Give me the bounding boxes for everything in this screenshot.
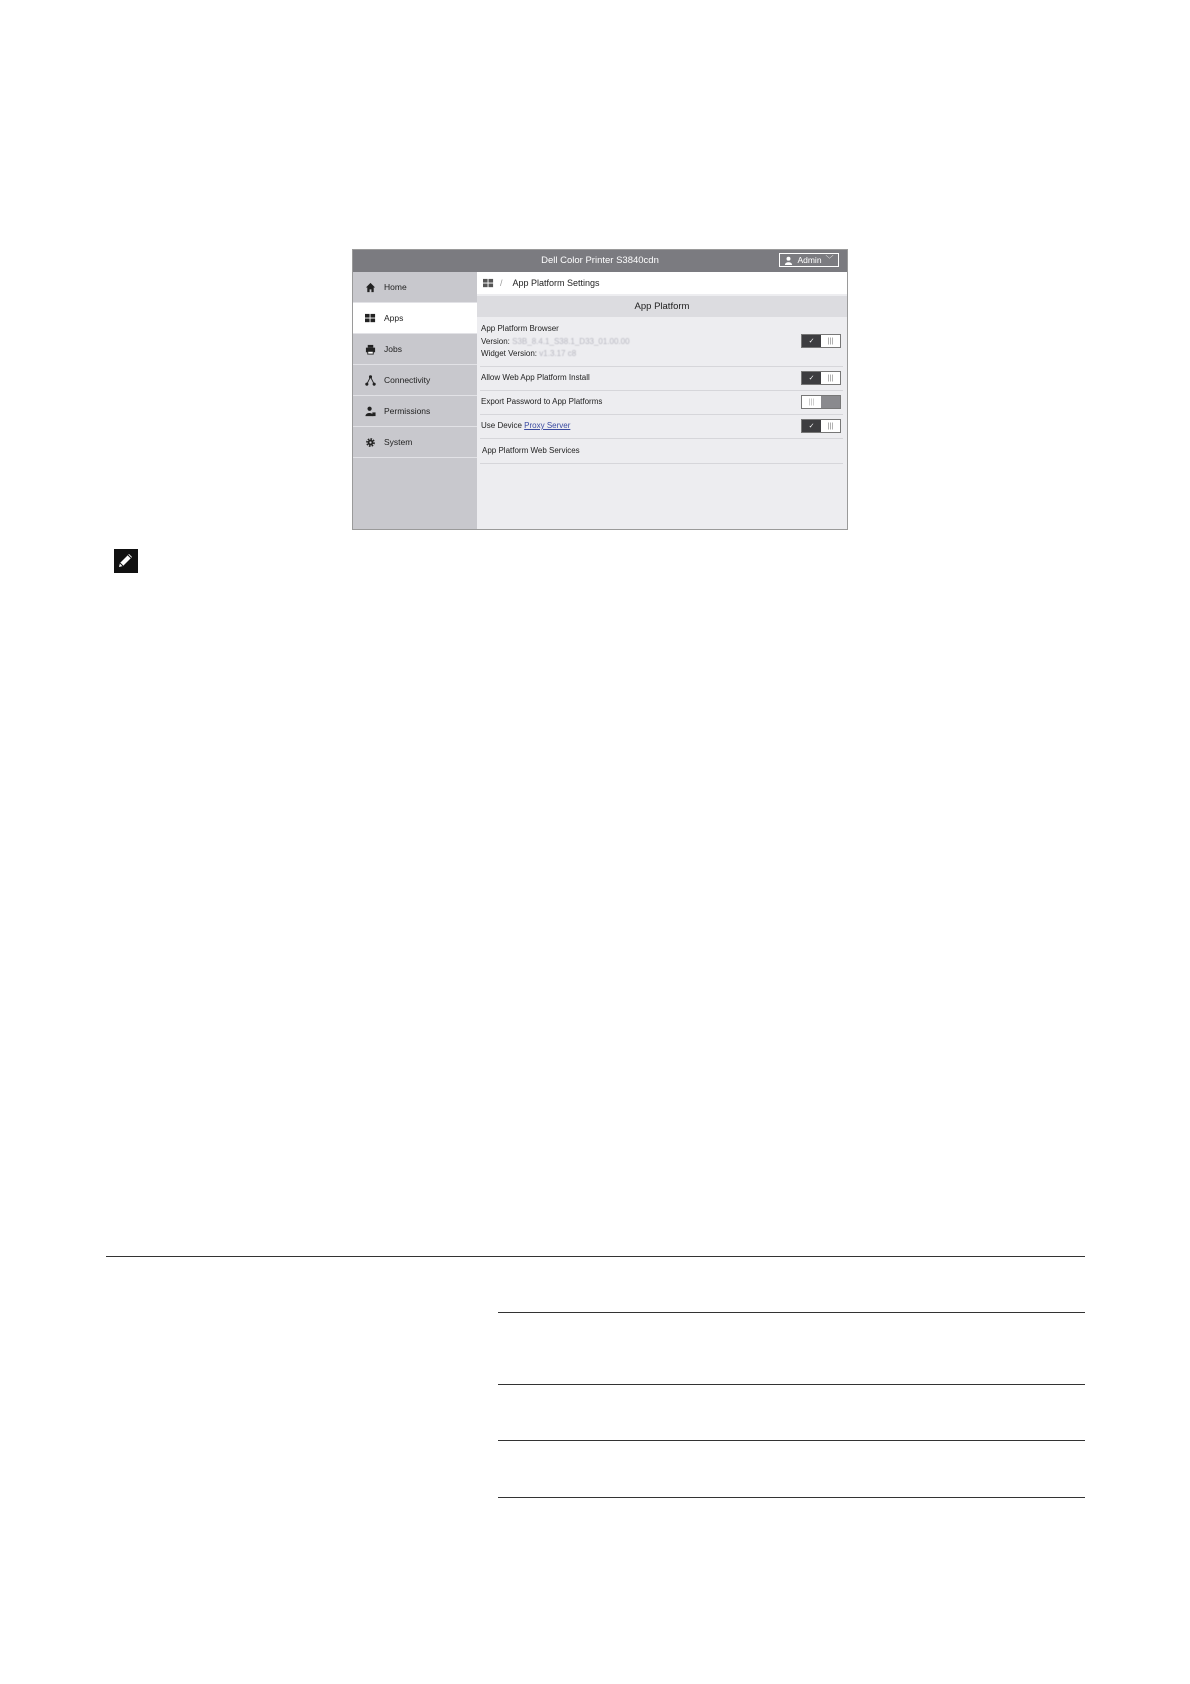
sidebar	[353, 272, 477, 529]
setting-label	[481, 421, 570, 430]
grip-icon: |||	[802, 396, 821, 408]
check-icon: ✓	[802, 420, 821, 432]
grip-icon: |||	[821, 372, 840, 384]
toggle-app-platform-browser[interactable]	[801, 334, 841, 348]
apps-grid-icon[interactable]	[483, 278, 494, 289]
main-panel	[477, 272, 847, 529]
title-bar	[353, 250, 847, 272]
divider-rule	[498, 1497, 1085, 1498]
home-icon	[364, 281, 376, 293]
sidebar-item-label: Connectivity	[384, 375, 431, 385]
sidebar-item-label: Permissions	[384, 406, 431, 416]
gear-icon	[364, 436, 376, 448]
user-lock-icon	[364, 405, 376, 417]
toggle-export-password[interactable]	[801, 395, 841, 409]
grip-icon: |||	[821, 420, 840, 432]
proxy-label-prefix: Use Device	[481, 421, 522, 430]
widget-version-value: v1.3.17 c8	[539, 349, 577, 358]
version-line	[481, 337, 630, 346]
sidebar-item-system[interactable]	[353, 427, 477, 458]
sidebar-item-connectivity[interactable]	[353, 365, 477, 396]
setting-web-services[interactable]	[480, 439, 843, 464]
toggle-proxy[interactable]	[801, 419, 841, 433]
breadcrumb-current: App Platform Settings	[512, 278, 600, 288]
divider-rule	[106, 1256, 1085, 1257]
section-title: App Platform	[477, 296, 847, 317]
sidebar-item-label: Home	[384, 282, 407, 292]
apps-grid-icon	[364, 312, 376, 324]
setting-label: App Platform Browser	[481, 324, 559, 333]
setting-export-password	[480, 391, 843, 415]
check-icon: ✓	[802, 372, 821, 384]
widget-version-line	[481, 349, 576, 358]
screenshot-window	[352, 249, 848, 530]
proxy-server-link[interactable]: Proxy Server	[524, 421, 571, 430]
breadcrumb-separator: /	[500, 278, 503, 288]
sidebar-item-label: Apps	[384, 313, 404, 323]
sidebar-item-jobs[interactable]	[353, 334, 477, 365]
user-menu-button[interactable]	[779, 253, 839, 267]
grip-icon: |||	[821, 335, 840, 347]
setting-allow-install	[480, 367, 843, 391]
window-title: Dell Color Printer S3840cdn	[541, 255, 659, 266]
divider-rule	[498, 1440, 1085, 1441]
divider-rule	[498, 1384, 1085, 1385]
printer-icon	[364, 343, 376, 355]
breadcrumb	[477, 272, 847, 294]
sidebar-item-label: System	[384, 437, 413, 447]
toggle-off-track	[821, 396, 840, 408]
sidebar-item-permissions[interactable]	[353, 396, 477, 427]
chevron-down-icon: ﹀	[825, 255, 834, 264]
widget-version-label: Widget Version:	[481, 349, 538, 358]
setting-proxy	[480, 415, 843, 439]
sidebar-item-label: Jobs	[384, 344, 402, 354]
setting-label: Export Password to App Platforms	[481, 397, 603, 406]
user-icon	[784, 256, 793, 265]
check-icon: ✓	[802, 335, 821, 347]
note-pencil-icon	[114, 549, 138, 573]
setting-app-platform-browser	[480, 320, 843, 367]
setting-label: Allow Web App Platform Install	[481, 373, 590, 382]
divider-rule	[498, 1312, 1085, 1313]
setting-label: App Platform Web Services	[482, 446, 580, 455]
network-icon	[364, 374, 376, 386]
toggle-allow-install[interactable]	[801, 371, 841, 385]
version-label: Version:	[481, 337, 510, 346]
sidebar-item-apps[interactable]	[353, 303, 477, 334]
version-value: S3B_8.4.1_S38.1_D33_01.00.00	[512, 337, 630, 346]
user-menu-label: Admin	[797, 255, 822, 265]
sidebar-item-home[interactable]	[353, 272, 477, 303]
